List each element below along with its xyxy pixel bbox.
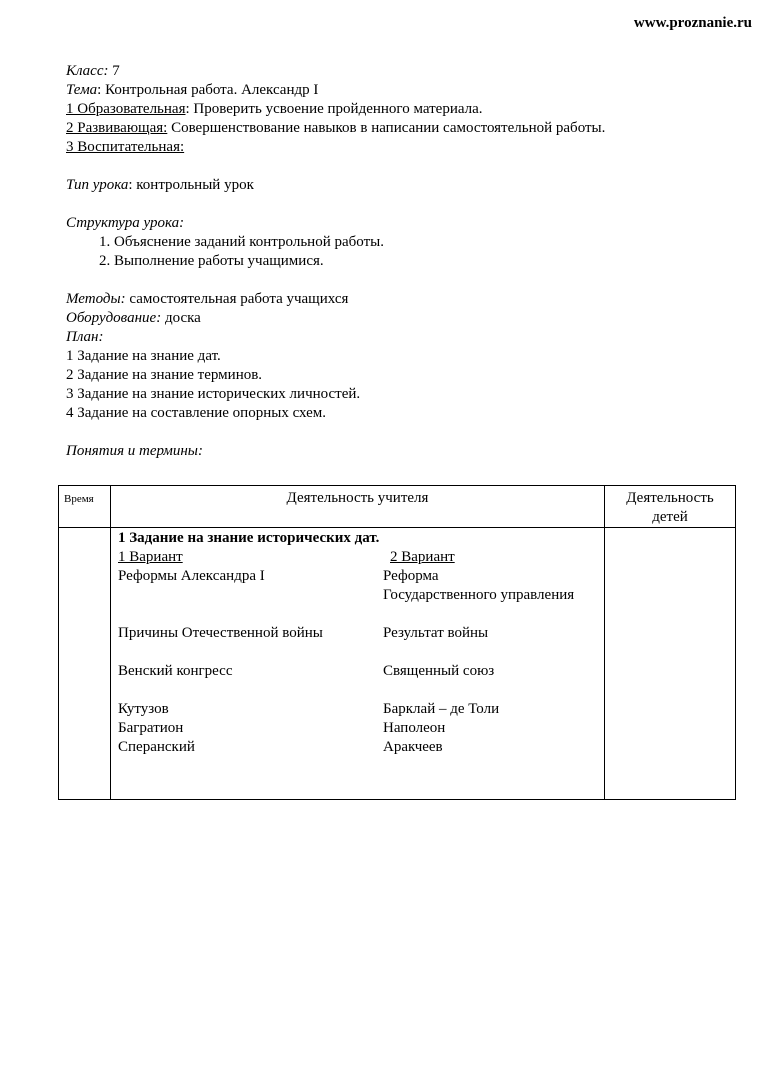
goal3-label: 3 Воспитательная: (66, 139, 185, 155)
col-kids-header (605, 486, 736, 528)
list-item: Реформы Александра I Реформа (118, 568, 439, 584)
goal-educational (66, 100, 736, 119)
list-item (118, 605, 600, 624)
plan-item: 4 Задание на составление опорных схем. (66, 405, 327, 421)
type-label: Тип урока (66, 177, 129, 193)
col-teacher-header: Деятельность учителя (111, 486, 605, 528)
list-item (118, 643, 600, 662)
class-label: Класс: (66, 63, 109, 79)
variant-headers (118, 548, 600, 567)
plan-label: План: (66, 329, 104, 345)
variant1-label: 1 Вариант (118, 549, 183, 565)
goal-upbringing (66, 138, 736, 157)
theme-line (66, 81, 736, 100)
equipment-value: доска (161, 310, 201, 326)
goal1-value: : Проверить усвоение пройденного материала. (185, 101, 483, 117)
kids-activity-cell (605, 528, 736, 800)
equipment-line (66, 309, 736, 328)
plan-item: 3 Задание на знание исторических личностей. (66, 386, 361, 402)
type-value: : контрольный урок (128, 177, 254, 193)
goal2-value: Совершенствование навыков в написании самостоятельной работы. (167, 120, 606, 136)
equipment-label: Оборудование: (66, 310, 162, 326)
plan-item: 2 Задание на знание терминов. (66, 367, 263, 383)
time-cell (59, 528, 111, 800)
list-item: Причины Отечественной войны Результат войны (118, 625, 489, 641)
theme-value: : Контрольная работа. Александр I (97, 82, 319, 98)
list-item: Венский конгресс Священный союз (118, 663, 495, 679)
lesson-header (66, 62, 736, 461)
structure-label: Структура урока: (66, 215, 185, 231)
theme-label: Тема (66, 82, 98, 98)
lesson-type (66, 176, 736, 195)
table-row (59, 528, 736, 800)
task-title: 1 Задание на знание исторических дат. (118, 530, 380, 546)
structure-item: 1. Объяснение заданий контрольной работы. (114, 233, 736, 252)
variant2-label: 2 Вариант (390, 549, 455, 565)
list-item: Багратион Наполеон (118, 720, 446, 736)
terms-label: Понятия и термины: (66, 443, 203, 459)
list-item: Сперанский Аракчеев (118, 739, 443, 755)
plan-item: 1 Задание на знание дат. (66, 348, 221, 364)
class-line (66, 62, 736, 81)
methods-value: самостоятельная работа учащихся (125, 291, 349, 307)
methods-label: Методы: (66, 291, 126, 307)
methods-line (66, 290, 736, 309)
structure-list (66, 233, 736, 271)
col-kids-line2: детей (652, 509, 688, 525)
list-item (118, 681, 600, 700)
list-item: Кутузов Барклай – де Толи (118, 701, 500, 717)
col-time-header: Время (59, 486, 111, 528)
goal1-label: 1 Образовательная (66, 101, 186, 117)
teacher-activity-cell (111, 528, 605, 800)
goal-developing (66, 119, 736, 138)
list-item: Государственного управления (383, 587, 575, 603)
activity-table (58, 485, 736, 800)
structure-item: 2. Выполнение работы учащимися. (114, 252, 736, 271)
goal2-label: 2 Развивающая: (66, 120, 168, 136)
table-header-row (59, 486, 736, 528)
class-value: 7 (108, 63, 120, 79)
col-kids-line1: Деятельность (626, 490, 714, 506)
site-url: www.proznanie.ru (633, 15, 752, 31)
